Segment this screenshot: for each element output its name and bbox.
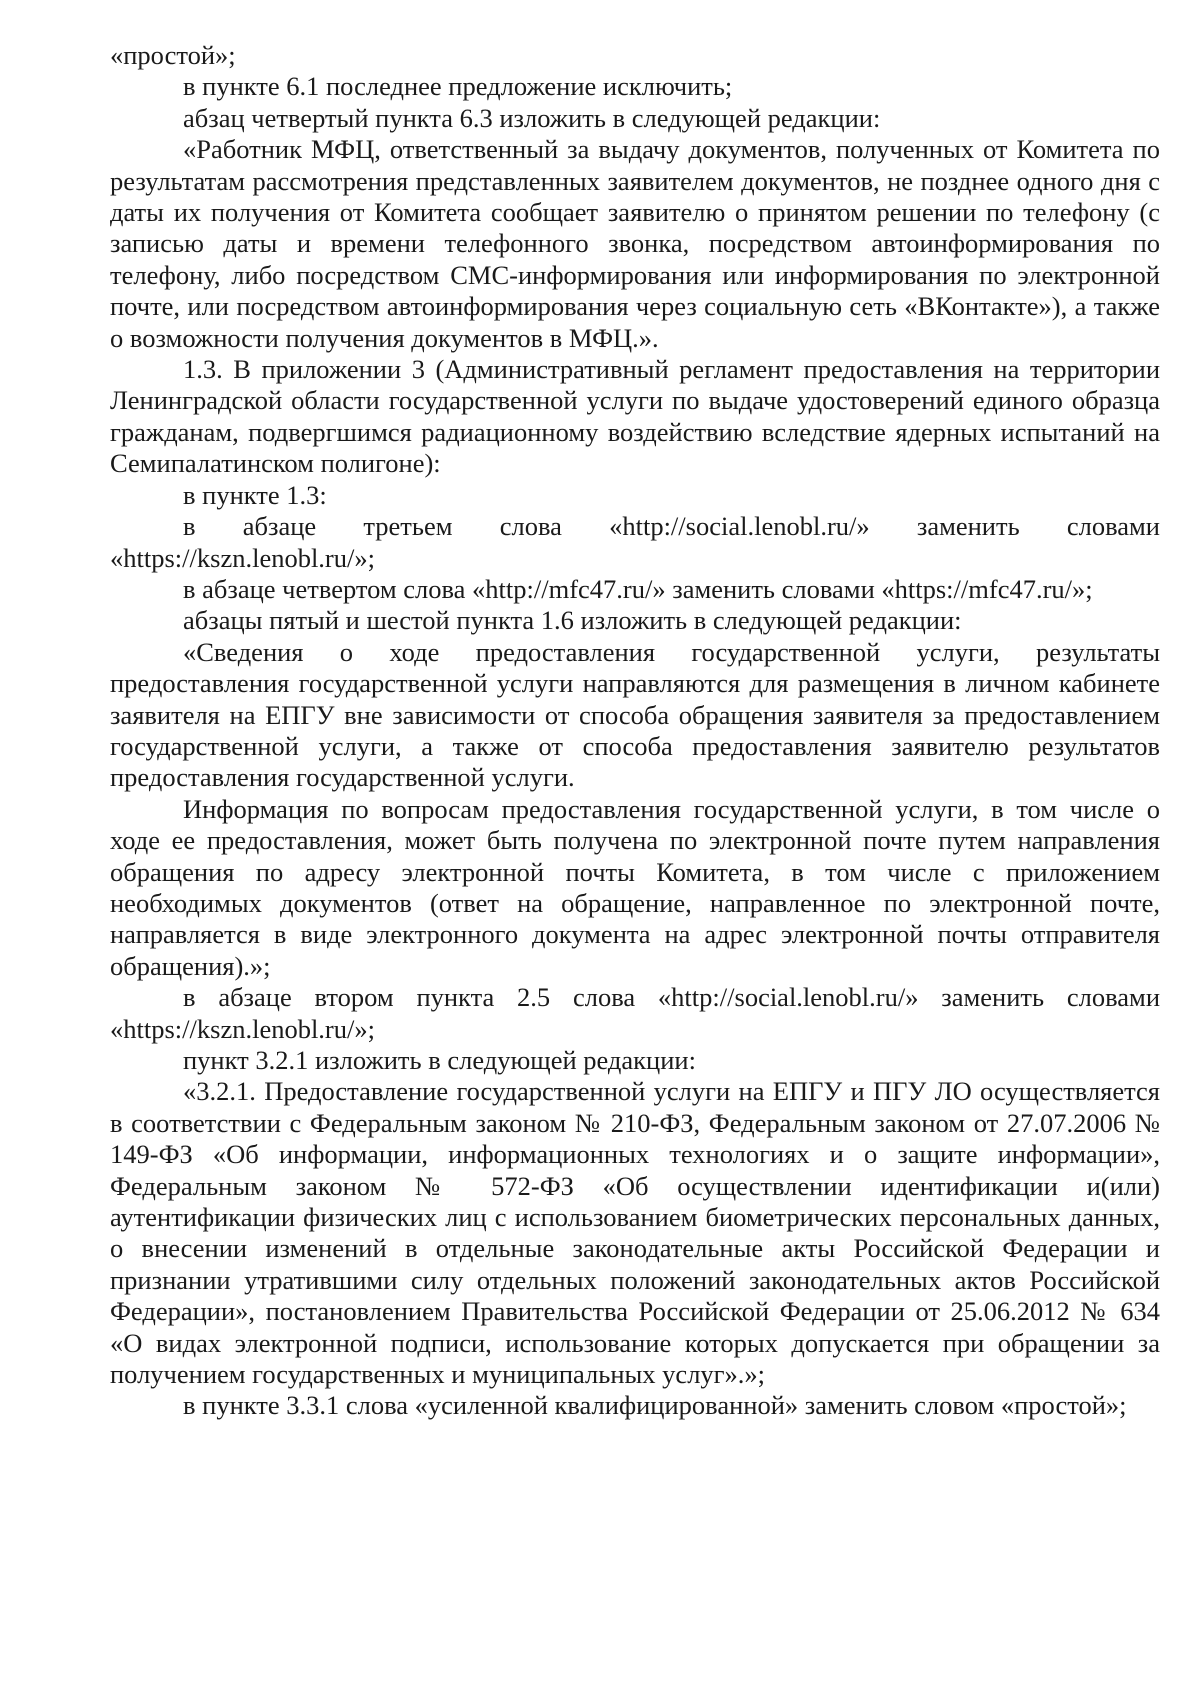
paragraph-8: в абзаце четвертом слова «http://mfc47.ru/» заменить словами «https://mfc47.ru/»; xyxy=(183,573,1093,604)
paragraph-2: в пункте 6.1 последнее предложение исключить; xyxy=(183,71,733,102)
paragraph-5: 1.3. В приложении 3 (Административный регламент предоставления на территории Ленинградской области государственной услуги по выдаче удостоверений единого образца гражданам, подвергшимся радиационному воздействию вследствие ядерных испытаний на Семипалатинском полигоне): xyxy=(110,354,1160,479)
paragraph-3: абзац четвертый пункта 6.3 изложить в следующей редакции: xyxy=(183,102,881,133)
paragraph-14: «3.2.1. Предоставление государственной услуги на ЕПГУ и ПГУ ЛО осуществляется в соответствии с Федеральным законом № 210-ФЗ, Федеральным законом от 27.07.2006 № 149-ФЗ «Об информации, информационных технологиях и о защите информации», Федеральным законом № 572-ФЗ «Об осуществлении идентификации и(или) аутентификации физических лиц с использованием биометрических персональных данных, о внесении изменений в отдельные законодательные акты Российской Федерации и признании утратившими силу отдельных положений законодательных актов Российской Федерации», постановлением Правительства Российской Федерации от 25.06.2012 № 634 «О видах электронной подписи, использование которых допускается при обращении за получением государственных и муниципальных услуг».»; xyxy=(110,1076,1160,1390)
paragraph-11: Информация по вопросам предоставления государственной услуги, в том числе о ходе ее предоставления, может быть получена по электронной почте путем направления обращения по адресу электронной почты Комитета, в том числе с приложением необходимых документов (ответ на обращение, направленное по электронной почте, направляется в виде электронного документа на адрес электронной почты отправителя обращения).»; xyxy=(110,793,1160,981)
paragraph-13: пункт 3.2.1 изложить в следующей редакции: xyxy=(183,1045,696,1075)
paragraph-12: в абзаце втором пункта 2.5 слова «http://social.lenobl.ru/» заменить словами «https://kszn.lenobl.ru/»; xyxy=(110,982,1160,1044)
paragraph-7: в абзаце третьем слова «http://social.lenobl.ru/» заменить словами «https://kszn.lenobl.ru/»; xyxy=(110,511,1160,573)
paragraph-10: «Сведения о ходе предоставления государственной услуги, результаты предоставления государственной услуги направляются для размещения в личном кабинете заявителя на ЕПГУ вне зависимости от способа обращения заявителя за предоставлением государственной услуги, а также от способа предоставления заявителю результатов предоставления государственной услуги. xyxy=(110,636,1160,793)
paragraph-1: «простой»; xyxy=(110,40,236,70)
document-body xyxy=(110,40,1160,1422)
paragraph-9: абзацы пятый и шестой пункта 1.6 изложить в следующей редакции: xyxy=(183,605,962,636)
paragraph-6: в пункте 1.3: xyxy=(183,479,327,510)
paragraph-15: в пункте 3.3.1 слова «усиленной квалифицированной» заменить словом «простой»; xyxy=(183,1390,1127,1421)
paragraph-4: «Работник МФЦ, ответственный за выдачу документов, полученных от Комитета по результатам рассмотрения представленных заявителем документов, не позднее одного дня с даты их получения от Комитета сообщает заявителю о принятом решении по телефону (с записью даты и времени телефонного звонка, посредством автоинформирования по телефону, либо посредством СМС-информирования или информирования по электронной почте, или посредством автоинформирования через социальную сеть «ВКонтакте»), а также о возможности получения документов в МФЦ.». xyxy=(110,134,1160,353)
